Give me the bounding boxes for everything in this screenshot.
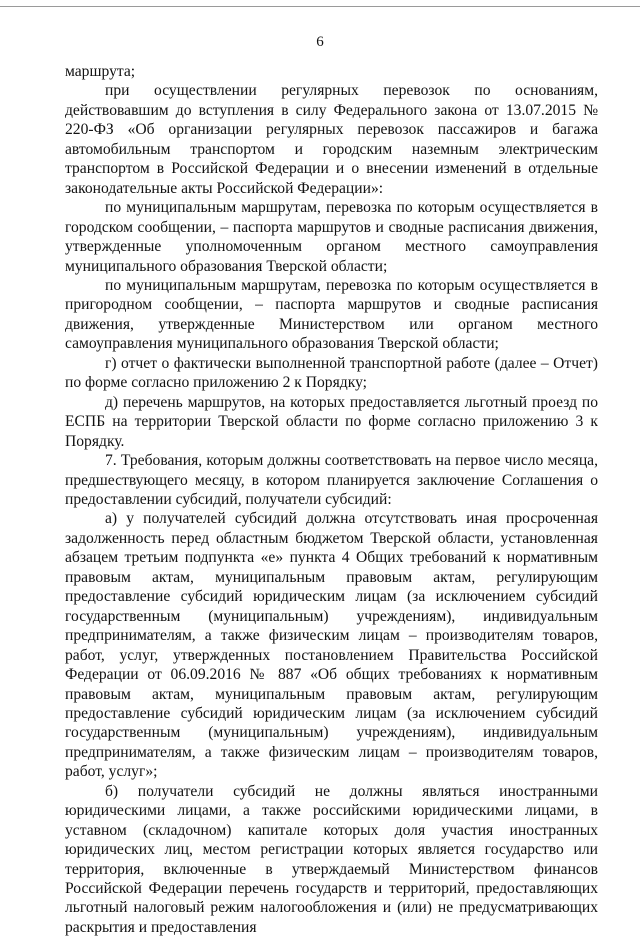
paragraph-route-list: д) перечень маршрутов, на которых предоставляется льготный проезд по ЕСПБ на территории Тверской области по форме согласно приложению 3 к Порядку.: [65, 393, 598, 450]
scan-edge-line: [0, 6, 640, 7]
paragraph-requirement-a: а) у получателей субсидий должна отсутствовать иная просроченная задолженность перед областным бюджетом Тверской области, установленная абзацем третьим подпункта «е» пункта 4 Общих требований к нормативным правовым актам, муниципальным правовым актам, регулирующим предоставление субсидий юридическим лицам (за исключением субсидий государственным (муниципальным) учреждениям), индивидуальным предпринимателям, а также физическим лицам – производителям товаров, работ, услуг, утвержденных постановлением Правительства Российской Федерации от 06.09.2016 № 887 «Об общих требованиях к нормативным правовым актам, муниципальным правовым актам, регулирующим предоставление субсидий юридическим лицам (за исключением субсидий государственным (муниципальным) учреждениям), индивидуальным предпринимателям, а также физическим лицам – производителям товаров, работ, услуг»;: [65, 510, 598, 781]
paragraph-route-end: маршрута;: [65, 63, 136, 80]
paragraph-city-routes: по муниципальным маршрутам, перевозка по которым осуществляется в городском сообщении, – паспорта маршрутов и сводные расписания движения, утвержденные уполномоченным органом местного самоуправления муниципального образования Тверской области;: [65, 199, 598, 275]
paragraph-requirement-b: б) получатели субсидий не должны являться иностранными юридическими лицами, а также российскими юридическими лицами, в уставном (складочном) капитале которых доля участия иностранных юридических лиц, местом регистрации которых является государство или территория, включенные в утверждаемый Министерством финансов Российской Федерации перечень государств и территорий, предоставляющих льготный налоговый режим налогообложения и (или) не предусматривающих раскрытия и предоставления: [65, 782, 598, 936]
page-number: 6: [316, 34, 324, 50]
paragraph-suburban-routes: по муниципальным маршрутам, перевозка по которым осуществляется в пригородном сообщении, – паспорта маршрутов и сводные расписания движения, утвержденные Министерством или органом местного самоуправления муниципального образования Тверской области;: [65, 276, 598, 353]
paragraph-requirements: 7. Требования, которым должны соответствовать на первое число месяца, предшествующего месяцу, в котором планируется заключение Соглашения о предоставлении субсидий, получатели субсидий:: [65, 452, 598, 508]
paragraph-report: г) отчет о фактически выполненной транспортной работе (далее – Отчет) по форме согласно приложению 2 к Порядку;: [65, 354, 598, 392]
document-body: [65, 62, 598, 937]
paragraph-regular-transport: при осуществлении регулярных перевозок по основаниям, действовавшим до вступления в силу Федерального закона от 13.07.2015 № 220-ФЗ «Об организации регулярных перевозок пассажиров и багажа автомобильным транспортом и городским наземным электрическим транспортом в Российской Федерации и о внесении изменений в отдельные законодательные акты Российской Федерации»:: [65, 82, 598, 197]
